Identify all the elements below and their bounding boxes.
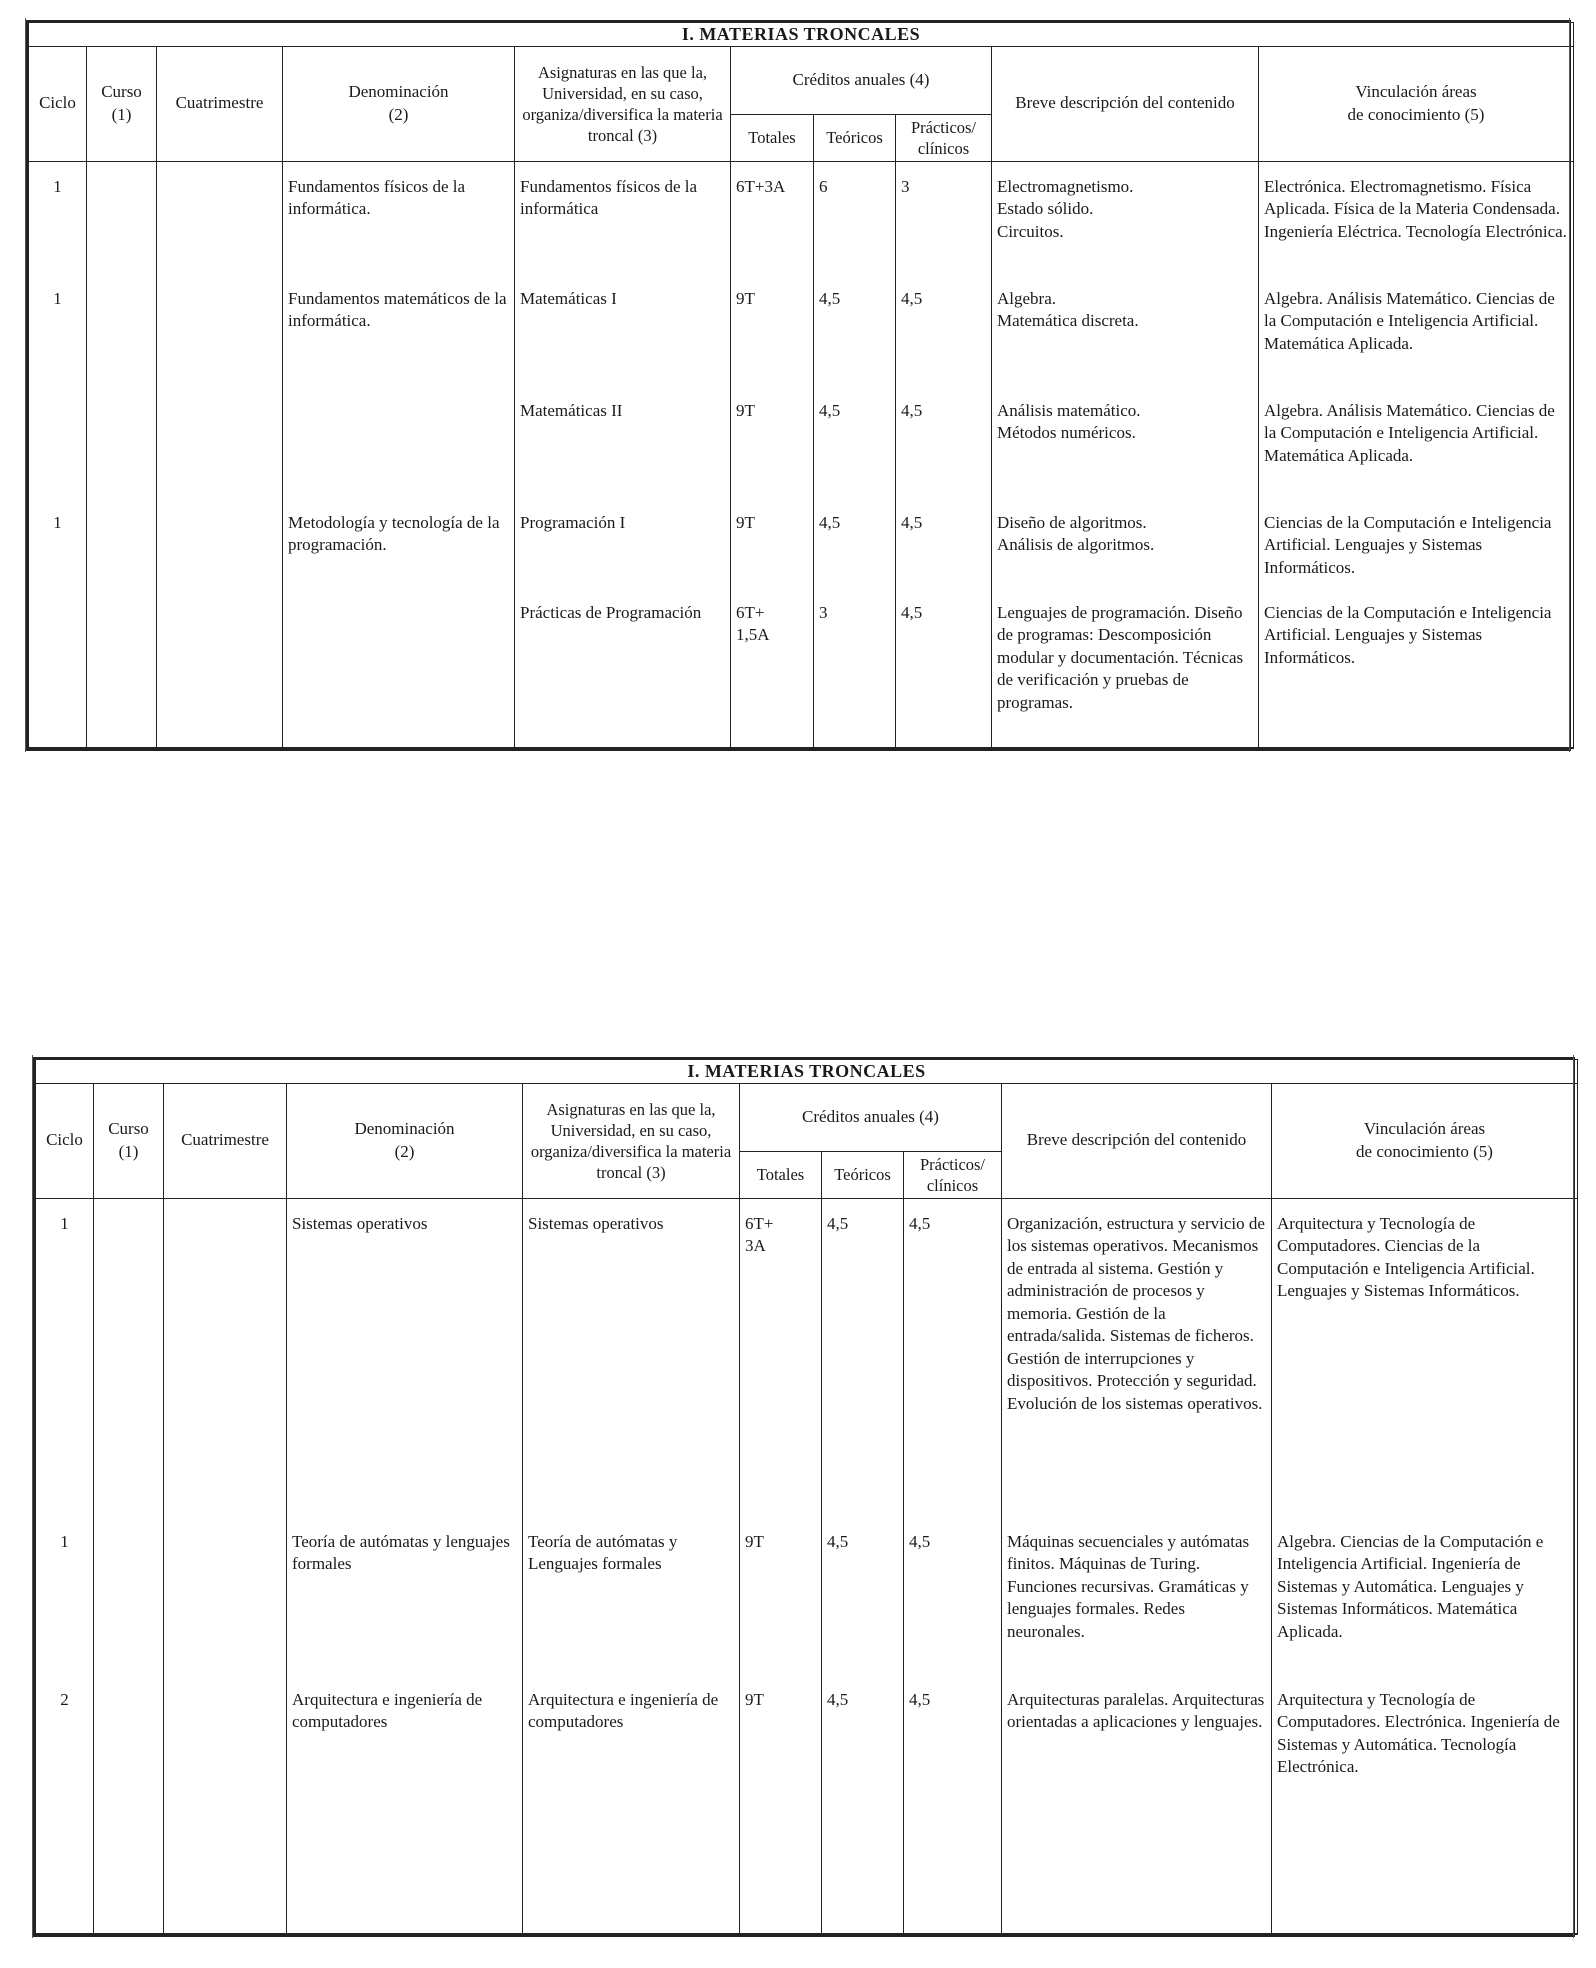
cell-vinculacion: Arquitectura y Tecnología de Computadores. Ciencias de la Computación e Inteligencia Artificial. Lenguajes y Sistemas Informáticos.	[1272, 1211, 1578, 1529]
cell-cuatrimestre	[157, 600, 283, 749]
cell-totales: 9T	[745, 1689, 764, 1709]
cell-teoricos: 4,5	[814, 286, 896, 398]
cell-curso	[87, 286, 157, 398]
materias-troncales-sheet-2	[33, 1057, 1575, 1937]
cell-denominacion: Arquitectura e ingeniería de computadores	[287, 1687, 523, 1935]
cell-cuatrimestre	[157, 174, 283, 286]
header-ciclo: Ciclo	[36, 1083, 94, 1198]
cell-cuatrimestre	[164, 1529, 287, 1687]
cell-vinculacion: Ciencias de la Computación e Inteligencia Artificial. Lenguajes y Sistemas Informáticos.	[1259, 600, 1574, 749]
header-asignaturas: Asignaturas en las que la, Universidad, en su caso, organiza/diversifica la materia troncal (3)	[515, 46, 731, 161]
cell-asignatura: Matemáticas II	[515, 398, 731, 510]
cell-descripcion: Máquinas secuenciales y autómatas finitos. Máquinas de Turing. Funciones recursivas. Gramáticas y lenguajes formales. Redes neuronales.	[1002, 1529, 1272, 1687]
header-asignaturas: Asignaturas en las que la, Universidad, en su caso, organiza/diversifica la materia troncal (3)	[523, 1083, 740, 1198]
table-row	[36, 1529, 1578, 1687]
cell-curso	[87, 174, 157, 286]
cell-ciclo: 1	[29, 174, 87, 286]
cell-curso	[94, 1687, 164, 1935]
cell-cuatrimestre	[157, 286, 283, 398]
materias-troncales-sheet-1	[26, 20, 1571, 751]
header-descripcion: Breve descripción del contenido	[1002, 1083, 1272, 1198]
header-denominacion: Denominación (2)	[354, 1119, 455, 1161]
cell-descripcion: Lenguajes de programación. Diseño de programas: Descomposición modular y documentación. Técnicas de verificación y pruebas de programas.	[997, 602, 1244, 712]
cell-descripcion: Electromagnetismo. Estado sólido. Circuitos.	[997, 176, 1134, 241]
cell-teoricos: 4,5	[822, 1211, 904, 1529]
header-practicos: Prácticos/ clínicos	[904, 1151, 1002, 1198]
cell-ciclo: 1	[29, 286, 87, 398]
cell-curso	[94, 1529, 164, 1687]
cell-curso	[87, 600, 157, 749]
cell-ciclo	[29, 600, 87, 749]
header-teoricos: Teóricos	[814, 114, 896, 161]
header-teoricos: Teóricos	[822, 1151, 904, 1198]
cell-teoricos: 4,5	[814, 510, 896, 600]
table-row	[29, 174, 1574, 286]
cell-asignatura: Programación I	[515, 510, 731, 600]
table-row	[36, 1687, 1578, 1935]
cell-ciclo: 1	[36, 1211, 94, 1529]
cell-denominacion	[283, 398, 515, 510]
header-creditos: Créditos anuales (4)	[740, 1083, 1002, 1151]
header-totales: Totales	[740, 1151, 822, 1198]
cell-ciclo	[29, 398, 87, 510]
header-cuatrimestre: Cuatrimestre	[157, 46, 283, 161]
cell-asignatura: Sistemas operativos	[523, 1211, 740, 1529]
cell-cuatrimestre	[164, 1211, 287, 1529]
cell-denominacion: Sistemas operativos	[287, 1211, 523, 1529]
cell-practicos: 4,5	[896, 398, 992, 510]
cell-practicos: 3	[896, 174, 992, 286]
cell-vinculacion: Ciencias de la Computación e Inteligencia Artificial. Lenguajes y Sistemas Informáticos.	[1259, 510, 1574, 600]
header-descripcion: Breve descripción del contenido	[992, 46, 1259, 161]
table-row	[29, 600, 1574, 749]
cell-vinculacion: Arquitectura y Tecnología de Computadores. Electrónica. Ingeniería de Sistemas y Automática. Tecnología Electrónica.	[1272, 1687, 1578, 1935]
table-row	[29, 398, 1574, 510]
cell-asignatura: Matemáticas I	[515, 286, 731, 398]
cell-practicos: 4,5	[904, 1687, 1002, 1935]
cell-asignatura: Teoría de autómatas y Lenguajes formales	[523, 1529, 740, 1687]
table-row	[36, 1211, 1578, 1529]
header-denominacion: Denominación (2)	[348, 82, 449, 124]
cell-vinculacion: Algebra. Análisis Matemático. Ciencias de la Computación e Inteligencia Artificial. Matemática Aplicada.	[1259, 286, 1574, 398]
cell-asignatura: Fundamentos físicos de la informática	[515, 174, 731, 286]
cell-cuatrimestre	[164, 1687, 287, 1935]
cell-curso	[94, 1211, 164, 1529]
cell-practicos: 4,5	[904, 1529, 1002, 1687]
materias-troncales-table-1	[28, 22, 1574, 749]
cell-denominacion: Fundamentos matemáticos de la informática.	[283, 286, 515, 398]
cell-curso	[87, 510, 157, 600]
cell-totales: 9T	[745, 1531, 764, 1551]
table-title: I. MATERIAS TRONCALES	[29, 23, 1574, 47]
cell-asignatura: Prácticas de Programación	[515, 600, 731, 749]
cell-teoricos: 4,5	[822, 1687, 904, 1935]
header-curso: Curso (1)	[101, 82, 142, 124]
cell-descripcion: Algebra. Matemática discreta.	[997, 288, 1139, 330]
cell-vinculacion: Algebra. Ciencias de la Computación e Inteligencia Artificial. Ingeniería de Sistemas y Automática. Lenguajes y Sistemas Informáticos. Matemática Aplicada.	[1272, 1529, 1578, 1687]
cell-ciclo: 2	[36, 1687, 94, 1935]
cell-cuatrimestre	[157, 510, 283, 600]
cell-totales: 6T+ 1,5A	[736, 602, 770, 644]
header-curso: Curso (1)	[108, 1119, 149, 1161]
cell-teoricos: 6	[814, 174, 896, 286]
cell-vinculacion: Algebra. Análisis Matemático. Ciencias de la Computación e Inteligencia Artificial. Matemática Aplicada.	[1259, 398, 1574, 510]
cell-totales: 9T	[736, 288, 755, 308]
cell-denominacion: Metodología y tecnología de la programación.	[283, 510, 515, 600]
table-row	[29, 510, 1574, 600]
cell-teoricos: 4,5	[814, 398, 896, 510]
cell-teoricos: 4,5	[822, 1529, 904, 1687]
cell-descripcion: Análisis matemático. Métodos numéricos.	[997, 400, 1141, 442]
cell-totales: 9T	[736, 512, 755, 532]
cell-denominacion	[283, 600, 515, 749]
cell-curso	[87, 398, 157, 510]
cell-totales: 6T+ 3A	[745, 1213, 774, 1255]
cell-practicos: 4,5	[896, 510, 992, 600]
cell-vinculacion: Electrónica. Electromagnetismo. Física Aplicada. Física de la Materia Condensada. Ingeniería Eléctrica. Tecnología Electrónica.	[1259, 174, 1574, 286]
cell-ciclo: 1	[36, 1529, 94, 1687]
header-cuatrimestre: Cuatrimestre	[164, 1083, 287, 1198]
cell-asignatura: Arquitectura e ingeniería de computadores	[523, 1687, 740, 1935]
cell-teoricos: 3	[814, 600, 896, 749]
table-title: I. MATERIAS TRONCALES	[36, 1060, 1578, 1084]
cell-denominacion: Fundamentos físicos de la informática.	[283, 174, 515, 286]
cell-ciclo: 1	[29, 510, 87, 600]
cell-practicos: 4,5	[904, 1211, 1002, 1529]
cell-denominacion: Teoría de autómatas y lenguajes formales	[287, 1529, 523, 1687]
cell-totales: 6T+3A	[736, 176, 786, 196]
header-totales: Totales	[731, 114, 814, 161]
cell-practicos: 4,5	[896, 600, 992, 749]
cell-cuatrimestre	[157, 398, 283, 510]
materias-troncales-table-2	[35, 1059, 1578, 1935]
header-vinculacion: Vinculación áreas de conocimiento (5)	[1356, 1119, 1493, 1161]
table-row	[29, 286, 1574, 398]
header-vinculacion: Vinculación áreas de conocimiento (5)	[1347, 82, 1485, 124]
header-creditos: Créditos anuales (4)	[731, 46, 992, 114]
cell-practicos: 4,5	[896, 286, 992, 398]
cell-descripcion: Arquitecturas paralelas. Arquitecturas orientadas a aplicaciones y lenguajes.	[1002, 1687, 1272, 1935]
header-ciclo: Ciclo	[29, 46, 87, 161]
cell-descripcion: Diseño de algoritmos. Análisis de algoritmos.	[997, 512, 1155, 554]
header-practicos: Prácticos/ clínicos	[896, 114, 992, 161]
cell-descripcion: Organización, estructura y servicio de los sistemas operativos. Mecanismos de entrada al sistema. Gestión y administración de procesos y memoria. Gestión de la entrada/salida. Sistemas de ficheros. Gestión de interrupciones y dispositivos. Protección y seguridad. Evolución de los sistemas operativos.	[1002, 1211, 1272, 1529]
cell-totales: 9T	[736, 400, 755, 420]
